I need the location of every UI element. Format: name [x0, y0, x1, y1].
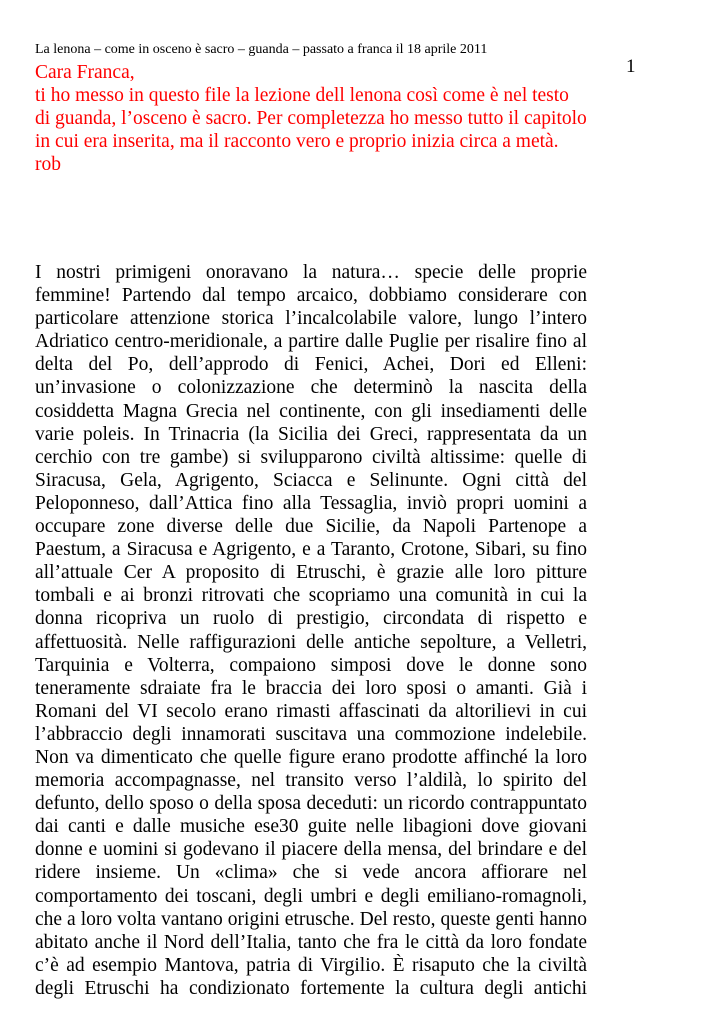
- body-line: comportamento dei toscani, degli umbri e degli emiliano-romagnoli,: [35, 885, 587, 907]
- body-line: degli Etruschi ha condizionato fortemente la cultura degli antichi: [35, 977, 587, 999]
- body-line: cerchio con tre gambe) si svilupparono civiltà altissime: quelle di: [35, 446, 587, 468]
- body-line: Tarquinia e Volterra, compaiono simposi dove le donne sono: [35, 654, 587, 676]
- body-line: donne e uomini si godevano il piacere della mensa, del brindare e del: [35, 839, 587, 861]
- body-line: delta del Po, dell’approdo di Fenici, Achei, Dori ed Elleni:: [35, 354, 587, 376]
- body-line: Adriatico centro-meridionale, a partire dalle Puglie per risalire fino al: [35, 331, 587, 353]
- body-line: c’è ad esempio Mantova, patria di Virgilio. È risaputo che la civiltà: [35, 954, 587, 976]
- body-line: l’abbraccio degli innamorati suscitava una commozione indelebile.: [35, 723, 587, 745]
- body-line: I nostri primigeni onoravano la natura… specie delle proprie: [35, 262, 587, 283]
- page-number: 1: [626, 56, 636, 77]
- body-line: affettuosità. Nelle raffigurazioni delle antiche sepolture, a Velletri,: [35, 631, 587, 653]
- body-line: dai canti e dalle musiche ese30 guite nelle libagioni dove giovani: [35, 816, 587, 838]
- body-line: particolare attenzione storica l’incalcolabile valore, lungo l’intero: [35, 308, 587, 330]
- body-line: Siracusa, Gela, Agrigento, Sciacca e Selinunte. Ogni città del: [35, 469, 587, 491]
- body-line: Paestum, a Siracusa e Agrigento, e a Taranto, Crotone, Sibari, su fino: [35, 539, 587, 561]
- body-line: memoria accompagnasse, nel transito verso l’aldilà, lo spirito del: [35, 770, 587, 792]
- body-line: abitato anche il Nord dell’Italia, tanto che fra le città da loro fondate: [35, 931, 587, 953]
- body-line: cosiddetta Magna Grecia nel continente, con gli insediamenti delle: [35, 400, 587, 422]
- body-line: varie poleis. In Trinacria (la Sicilia dei Greci, rappresentata da un: [35, 423, 587, 445]
- body-paragraph: [35, 261, 587, 1000]
- body-line: Romani del VI secolo erano rimasti affascinati da altorilievi in cui: [35, 700, 587, 722]
- body-line: defunto, dello sposo o della sposa deceduti: un ricordo contrappuntato: [35, 793, 587, 815]
- red-note: [35, 61, 595, 176]
- body-line: teneramente sdraiate fra le braccia dei loro sposi o amanti. Già i: [35, 677, 587, 699]
- body-line: all’attuale Cer A proposito di Etruschi, è grazie alle loro pitture: [35, 562, 587, 584]
- note-line: in cui era inserita, ma il racconto vero e proprio inizia circa a metà.: [35, 131, 559, 152]
- body-line: donna ricopriva un ruolo di prestigio, circondata di rispetto e: [35, 608, 587, 630]
- note-line: ti ho messo in questo file la lezione dell lenona così come è nel testo: [35, 85, 569, 106]
- body-line: un’invasione o colonizzazione che determinò la nascita della: [35, 377, 587, 399]
- running-header: La lenona – come in osceno è sacro – guanda – passato a franca il 18 aprile 2011: [35, 42, 488, 57]
- body-line: Non va dimenticato che quelle figure erano prodotte affinché la loro: [35, 746, 587, 768]
- body-line: ridere insieme. Un «clima» che si vede ancora affiorare nel: [35, 862, 587, 884]
- body-line: femmine! Partendo dal tempo arcaico, dobbiamo considerare con: [35, 285, 587, 307]
- note-line: rob: [35, 154, 61, 175]
- body-line: tombali e ai bronzi ritrovati che scopriamo una comunità in cui la: [35, 585, 587, 607]
- body-line: Peloponneso, dall’Attica fino alla Tessaglia, inviò propri uomini a: [35, 492, 587, 514]
- body-line: che a loro volta vantano origini etrusche. Del resto, queste genti hanno: [35, 908, 587, 930]
- note-line: di guanda, l’osceno è sacro. Per completezza ho messo tutto il capitolo: [35, 108, 587, 129]
- body-line: occupare zone diverse delle due Sicilie, da Napoli Partenope a: [35, 516, 587, 538]
- note-line: Cara Franca,: [35, 62, 135, 83]
